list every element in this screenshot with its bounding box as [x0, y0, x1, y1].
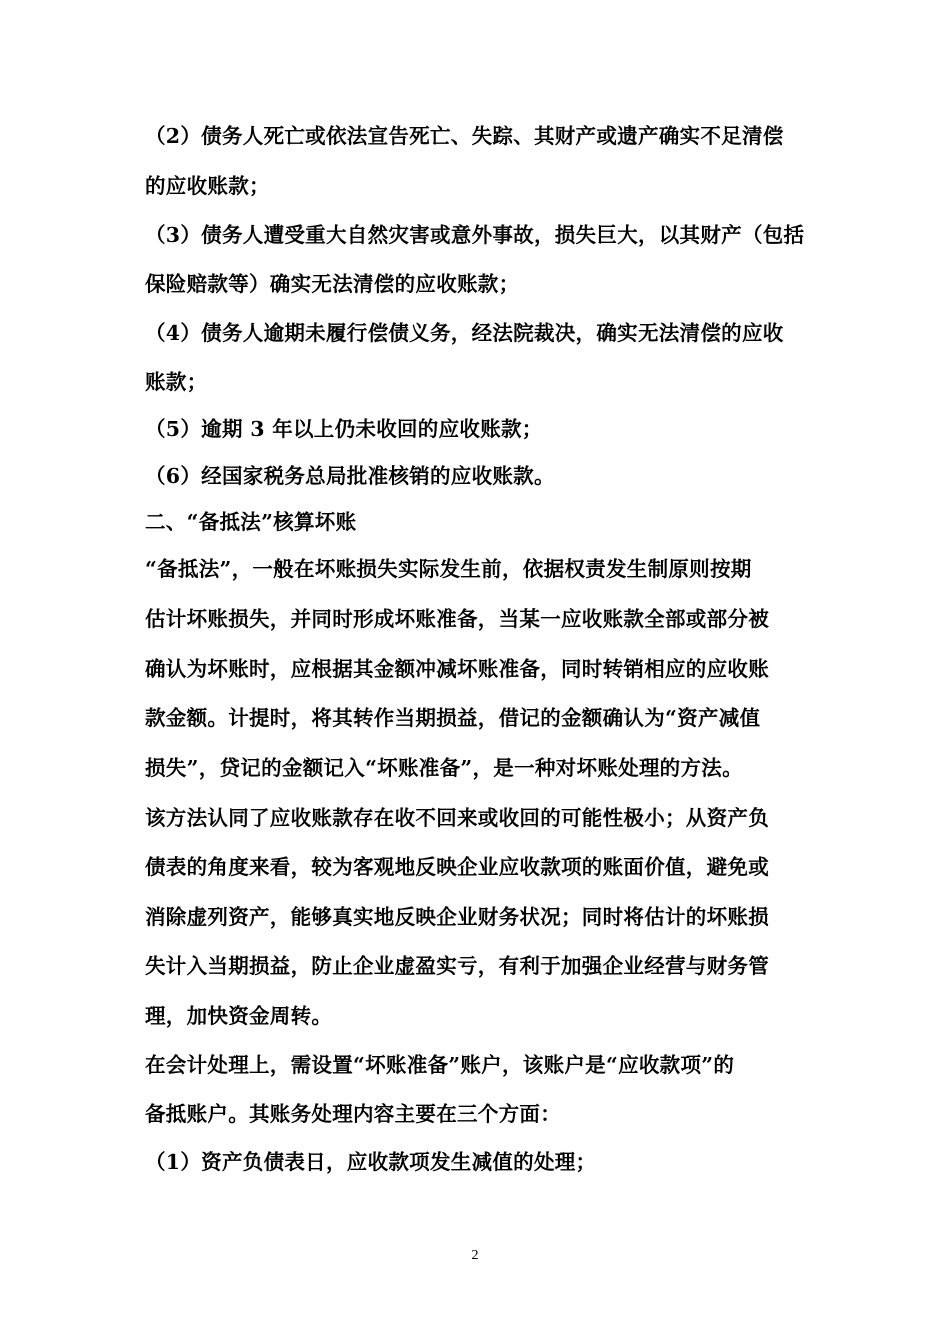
text-line: （4）债务人逾期未履行偿债义务，经法院裁决，确实无法清偿的应收 — [145, 321, 784, 345]
text-line: （6）经国家税务总局批准核销的应收账款。 — [145, 464, 555, 488]
text-line: 理，加快资金周转。 — [145, 1004, 333, 1028]
text-line: 的应收账款； — [145, 174, 270, 198]
text-line: 确认为坏账时，应根据其金额冲减坏账准备，同时转销相应的应收账 — [145, 657, 769, 681]
page-number: 2 — [471, 1248, 479, 1263]
text-line: 备抵账户。其账务处理内容主要在三个方面： — [145, 1102, 561, 1126]
text-line: 消除虚列资产，能够真实地反映企业财务状况；同时将估计的坏账损 — [145, 905, 769, 929]
text-line: 失计入当期损益，防止企业虚盈实亏，有利于加强企业经营与财务管 — [145, 954, 769, 978]
text-line: 损失”，贷记的金额记入“坏账准备”，是一种对坏账处理的方法。 — [145, 756, 743, 780]
text-line: （2）债务人死亡或依法宣告死亡、失踪、其财产或遗产确实不足清偿 — [145, 124, 784, 148]
text-line: （3）债务人遭受重大自然灾害或意外事故，损失巨大，以其财产（包括 — [145, 223, 805, 247]
text-line: 该方法认同了应收账款存在收不回来或收回的可能性极小；从资产负 — [145, 806, 769, 830]
text-line: “备抵法”，一般在坏账损失实际发生前，依据权责发生制原则按期 — [145, 557, 752, 581]
text-line: 保险赔款等）确实无法清偿的应收账款； — [145, 272, 520, 296]
section-heading: 二、“备抵法”核算坏账 — [145, 510, 357, 534]
text-line: 在会计处理上，需设置“坏账准备”账户，该账户是“应收款项”的 — [145, 1053, 735, 1077]
text-line: （1）资产负债表日，应收款项发生减值的处理； — [145, 1150, 597, 1174]
text-line: 款金额。计提时，将其转作当期损益，借记的金额确认为“资产减值 — [145, 706, 761, 730]
text-line: 债表的角度来看，较为客观地反映企业应收款项的账面价值，避免或 — [145, 855, 769, 879]
text-line: （5）逾期 3 年以上仍未收回的应收账款； — [145, 417, 543, 441]
text-line: 账款； — [145, 370, 208, 394]
text-line: 估计坏账损失，并同时形成坏账准备，当某一应收账款全部或部分被 — [145, 607, 769, 631]
